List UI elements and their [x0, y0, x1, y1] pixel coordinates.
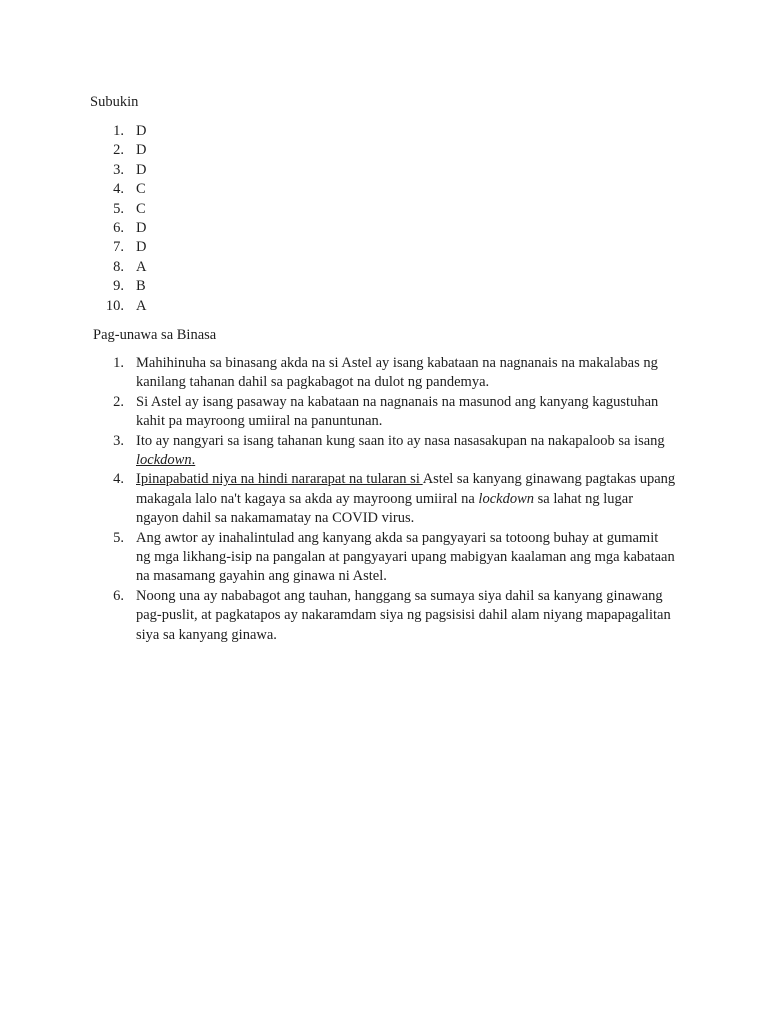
paragraph-number: 1.	[113, 355, 124, 371]
answer-number: 4.	[113, 181, 124, 198]
answer-value: C	[136, 181, 146, 198]
paragraph-item	[0, 587, 676, 645]
lockdown-term: lockdown	[136, 452, 192, 469]
paragraph-number: 3.	[113, 432, 124, 449]
paragraph-text: Ang awtor ay inahalintulad ang kanyang akda sa pangyayari sa totoong buhay at gumamit ng mga likhang-isip na pangalan at pangyayari upang mabigyan kaalaman ang mga kabataan na masamang gayahin ang ginawa ni Astel.	[136, 529, 675, 585]
paragraph-item	[0, 393, 676, 432]
answer-number: 3.	[113, 161, 124, 178]
answer-number: 7.	[113, 239, 124, 256]
answer-value: D	[136, 161, 147, 178]
paragraph-item	[0, 432, 676, 471]
subukin-heading: Subukin	[90, 94, 139, 110]
paragraph-text-part: .	[191, 452, 196, 469]
answer-value: D	[136, 123, 147, 139]
paragraph-item	[0, 354, 676, 393]
paragraph-item	[0, 529, 676, 587]
pag-unawa-heading: Pag-unawa sa Binasa	[93, 327, 217, 343]
paragraph-number: 4.	[113, 471, 124, 488]
reading-comprehension-list	[0, 354, 676, 645]
paragraph-text-part: Ito ay nangyari sa isang tahanan kung saan ito ay nasa nasasakupan na nakapaloob sa isang	[136, 432, 665, 449]
paragraph-text-part: sa lahat ng lugar ngayon dahil sa nakamamatay na COVID virus.	[136, 490, 634, 527]
paragraph-text: Mahihinuha sa binasang akda na si Astel ay isang kabataan na nagnanais na makalabas ng kanilang tahanan dahil sa pagkabagot na dulot ng pandemya.	[136, 355, 658, 391]
answer-value: D	[136, 219, 147, 236]
answer-number: 2.	[113, 142, 124, 159]
paragraph-number: 2.	[113, 393, 124, 410]
paragraph-text-part: Astel sa kanyang ginawang pagtakas upang makagala lalo na't kagaya sa akda ay mayroong umiiral na	[136, 471, 676, 507]
answer-value: D	[136, 142, 147, 159]
paragraph-number: 5.	[113, 529, 124, 546]
answer-number: 8.	[113, 258, 124, 275]
answer-value: A	[136, 297, 147, 314]
answer-value: B	[136, 278, 146, 295]
lockdown-term: lockdown	[478, 490, 534, 507]
answer-number: 5.	[113, 200, 124, 217]
paragraph-item	[0, 470, 676, 528]
underlined-phrase: Ipinapabatid niya na hindi nararapat na tularan si	[136, 471, 423, 488]
answer-value: A	[136, 258, 147, 275]
answer-number: 6.	[113, 219, 124, 236]
paragraph-text	[136, 470, 676, 528]
answer-number: 9.	[113, 278, 124, 295]
paragraph-text: Noong una ay nababagot ang tauhan, hanggang sa sumaya siya dahil sa kanyang ginawang pag-puslit, at pagkatapos ay nakaramdam siya ng pagsisisi dahil alam niyang mapapagalitan siya sa kanyang ginawa.	[136, 587, 671, 643]
answer-number: 10.	[105, 297, 124, 314]
paragraph-text: Si Astel ay isang pasaway na kabataan na nagnanais na masunod ang kanyang kagustuhan kahit pa mayroong umiiral na panuntunan.	[136, 393, 659, 430]
answer-number: 1.	[113, 123, 124, 139]
paragraph-text	[136, 432, 676, 471]
answer-value: D	[136, 239, 147, 256]
answer-value: C	[136, 200, 146, 217]
paragraph-number: 6.	[113, 587, 124, 604]
